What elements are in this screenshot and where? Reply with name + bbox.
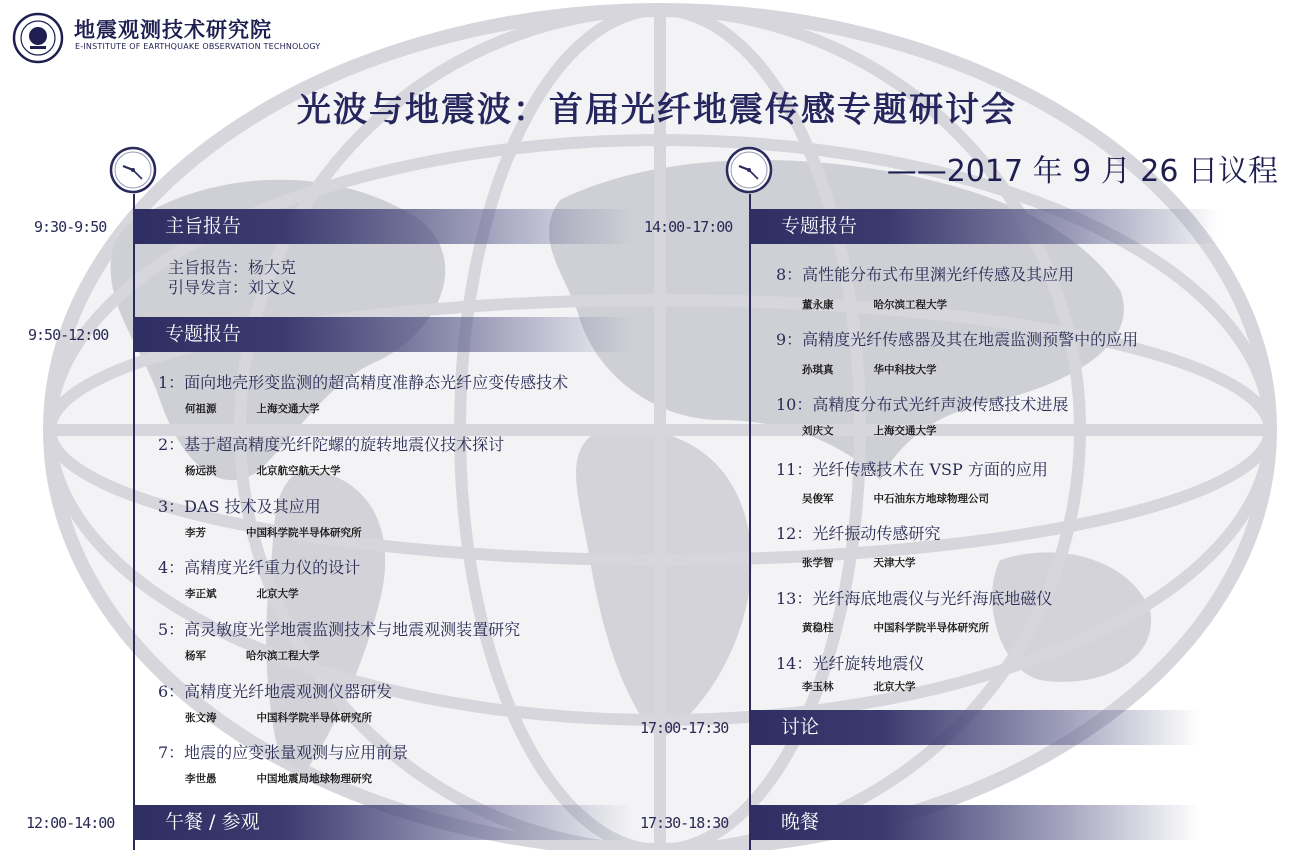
session-time: 17:00-17:30 [640,719,729,737]
speaker-affiliation: 北京大学 [873,681,916,693]
speaker-name: 李芳 [185,527,206,539]
speaker-name: 李世愚 [185,773,217,785]
session-bar-keynote: 主旨报告 [133,209,633,244]
speaker-affiliation: 北京航空航天大学 [256,465,341,477]
speaker-name: 杨军 [185,650,206,662]
clock-icon [725,146,773,194]
speaker-affiliation: 哈尔滨工程大学 [873,299,947,311]
speaker-name: 李玉林 [802,681,834,693]
talk-title: 1：面向地壳形变监测的超高精度准静态光纤应变传感技术 [158,373,569,392]
speaker-name: 黄稳柱 [802,622,834,634]
speaker-affiliation: 哈尔滨工程大学 [246,650,320,662]
session-time: 9:30-9:50 [34,218,107,236]
talk-speaker [185,648,320,663]
timeline-left [133,194,135,850]
talk-title: 11：光纤传感技术在 VSP 方面的应用 [776,460,1048,479]
speaker-name: 杨远洪 [185,465,217,477]
speaker-name: 何祖源 [185,403,217,415]
session-bar-dinner: 晚餐 [749,805,1199,840]
timeline-right [749,194,751,850]
talk-title: 4：高精度光纤重力仪的设计 [158,558,361,577]
talk-title: 5：高灵敏度光学地震监测技术与地震观测装置研究 [158,620,521,639]
institute-english-name: E-INSTITUTE OF EARTHQUAKE OBSERVATION TECHNOLOGY [75,42,321,51]
session-bar-lunch: 午餐 / 参观 [133,805,633,840]
speaker-affiliation: 天津大学 [873,557,916,569]
keynote-speaker: 主旨报告：杨大克 [168,258,297,277]
speaker-affiliation: 中石油东方地球物理公司 [873,493,989,505]
session-bar-talks-afternoon: 专题报告 [749,209,1219,244]
speaker-affiliation: 中国科学院半导体研究所 [873,622,989,634]
agenda-date: ——2017 年 9 月 26 日议程 [886,154,1278,189]
talk-speaker [185,463,341,478]
speaker-affiliation: 上海交通大学 [256,403,320,415]
talk-title: 6：高精度光纤地震观测仪器研发 [158,682,393,701]
speaker-name: 张学智 [802,557,834,569]
speaker-affiliation: 北京大学 [256,588,299,600]
talk-title: 10：高精度分布式光纤声波传感技术进展 [776,395,1069,414]
speaker-affiliation: 中国科学院半导体研究所 [246,527,362,539]
session-time: 12:00-14:00 [26,814,115,832]
institute-seal-icon [12,12,64,64]
talk-speaker [802,297,947,312]
speaker-name: 张文涛 [185,712,217,724]
speaker-name: 刘庆文 [802,425,834,437]
page-title: 光波与地震波：首届光纤地震传感专题研讨会 [297,90,1017,130]
talk-speaker [802,423,937,438]
talk-title: 14：光纤旋转地震仪 [776,654,925,673]
speaker-affiliation: 上海交通大学 [873,425,937,437]
talk-speaker [185,710,372,725]
speaker-name: 吴俊军 [802,493,834,505]
talk-title: 3：DAS 技术及其应用 [158,497,321,516]
talk-title: 7：地震的应变张量观测与应用前景 [158,743,409,762]
speaker-name: 董永康 [802,299,834,311]
speaker-affiliation: 中国地震局地球物理研究 [256,773,372,785]
talk-speaker [802,555,916,570]
keynote-moderator: 引导发言：刘文义 [168,278,297,297]
talk-title: 8：高性能分布式布里渊光纤传感及其应用 [776,265,1075,284]
institute-name: 地震观测技术研究院 [74,18,272,42]
talk-speaker [185,525,362,540]
keynote-info [168,258,296,298]
talk-speaker [185,771,372,786]
session-bar-discussion: 讨论 [749,710,1199,745]
session-time: 17:30-18:30 [640,814,729,832]
speaker-affiliation: 华中科技大学 [873,364,937,376]
session-time: 14:00-17:00 [644,218,733,236]
talk-title: 9：高精度光纤传感器及其在地震监测预警中的应用 [776,330,1139,349]
talk-speaker [802,362,937,377]
talk-speaker [185,586,299,601]
talk-speaker [802,679,916,694]
talk-speaker [185,401,320,416]
talk-title: 13：光纤海底地震仪与光纤海底地磁仪 [776,589,1053,608]
session-time: 9:50-12:00 [28,326,109,344]
talk-speaker [802,620,989,635]
session-bar-talks: 专题报告 [133,317,633,352]
speaker-name: 孙琪真 [802,364,834,376]
talk-title: 2：基于超高精度光纤陀螺的旋转地震仪技术探讨 [158,435,505,454]
talk-title: 12：光纤振动传感研究 [776,524,941,543]
speaker-affiliation: 中国科学院半导体研究所 [256,712,372,724]
talk-speaker [802,491,989,506]
clock-icon [109,146,157,194]
speaker-name: 李正斌 [185,588,217,600]
